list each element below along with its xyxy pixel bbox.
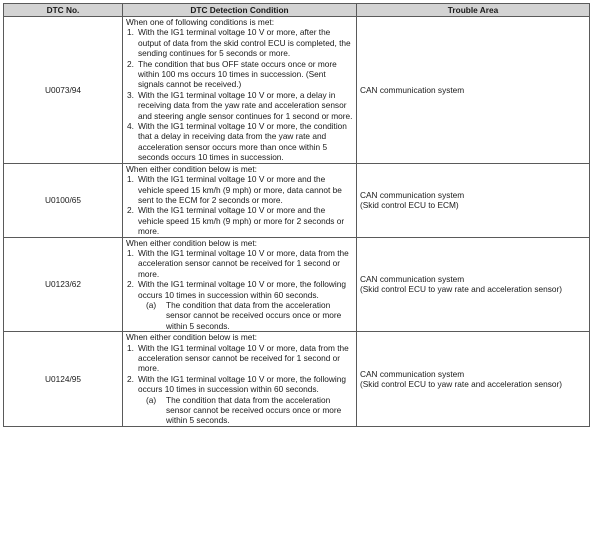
sub-condition-list — [138, 395, 353, 426]
condition-item — [126, 27, 353, 58]
dtc-code-cell: U0100/65 — [4, 163, 123, 237]
condition-item — [126, 374, 353, 426]
dtc-code-cell: U0073/94 — [4, 17, 123, 164]
condition-number: 2. — [127, 373, 134, 384]
condition-text: With the IG1 terminal voltage 10 V or more, after the output of data from the skid control ECU is completed, the sending continues for 5 seconds or more. — [138, 27, 351, 59]
trouble-area-line: CAN communication system — [360, 368, 465, 379]
condition-intro: When either condition below is met: — [126, 237, 257, 248]
condition-number: 1. — [127, 247, 134, 258]
header-dtc-no: DTC No. — [4, 4, 123, 17]
condition-item — [126, 248, 353, 279]
detection-condition-cell — [123, 163, 357, 237]
trouble-area-cell — [357, 17, 590, 164]
trouble-area-cell — [357, 332, 590, 427]
condition-text: With the IG1 terminal voltage 10 V or more, a delay in receiving data from the yaw rate and acceleration sensor and steering angle sensor continues for 1 second or more. — [138, 89, 353, 121]
table-row — [4, 17, 590, 164]
condition-intro: When either condition below is met: — [126, 163, 257, 174]
trouble-area-line: CAN communication system — [360, 84, 465, 95]
trouble-area-line: (Skid control ECU to ECM) — [360, 200, 459, 211]
condition-item — [126, 343, 353, 374]
condition-text: With the IG1 terminal voltage 10 V or more, the following occurs 10 times in succession within 60 seconds. — [138, 373, 346, 395]
condition-number: 2. — [127, 279, 134, 290]
condition-intro: When either condition below is met: — [126, 332, 257, 343]
condition-text: With the IG1 terminal voltage 10 V or more, the condition that a delay in receiving data from the yaw rate and acceleration sensor occurs more than once within 5 seconds occurs 10 times in succession. — [138, 121, 347, 163]
sub-condition-letter: (a) — [146, 299, 157, 310]
sub-condition-item — [138, 395, 353, 426]
header-detection-condition: DTC Detection Condition — [123, 4, 357, 17]
condition-number: 3. — [127, 89, 134, 100]
condition-number: 2. — [127, 205, 134, 216]
header-trouble-area: Trouble Area — [357, 4, 590, 17]
condition-text: With the IG1 terminal voltage 10 V or more, data from the acceleration sensor cannot be received for 1 second or more. — [138, 247, 349, 279]
condition-number: 4. — [127, 121, 134, 132]
condition-text: With the IG1 terminal voltage 10 V or more and the vehicle speed 15 km/h (9 mph) or more, data cannot be sent to the ECM for 2 seconds or more. — [138, 174, 342, 205]
table-row — [4, 237, 590, 332]
condition-intro: When one of following conditions is met: — [126, 17, 275, 27]
dtc-table — [3, 3, 590, 427]
sub-condition-item — [138, 300, 353, 331]
dtc-code-cell: U0124/95 — [4, 332, 123, 427]
table-body — [4, 17, 590, 427]
condition-text: With the IG1 terminal voltage 10 V or more, the following occurs 10 times in succession within 60 seconds. — [138, 279, 346, 300]
condition-text: The condition that bus OFF state occurs once or more within 100 ms occurs 10 times in succession. (Sent signals cannot be received.) — [138, 58, 337, 90]
condition-number: 1. — [127, 174, 134, 185]
trouble-area-cell — [357, 237, 590, 332]
table-row — [4, 163, 590, 237]
trouble-area-line: CAN communication system — [360, 189, 465, 200]
sub-condition-text: The condition that data from the acceleration sensor cannot be received occurs once or more within 5 seconds. — [166, 299, 342, 331]
condition-number: 1. — [127, 27, 134, 38]
condition-item — [126, 59, 353, 90]
sub-condition-text: The condition that data from the acceleration sensor cannot be received occurs once or more within 5 seconds. — [166, 394, 342, 426]
table-header-row — [4, 4, 590, 17]
sub-condition-letter: (a) — [146, 394, 157, 405]
detection-condition-cell — [123, 237, 357, 332]
trouble-area-line: CAN communication system — [360, 273, 465, 284]
condition-item — [126, 205, 353, 236]
condition-text: With the IG1 terminal voltage 10 V or more and the vehicle speed 15 km/h (9 mph) or more for 2 seconds or more. — [138, 205, 345, 237]
condition-item — [126, 174, 353, 205]
condition-list — [126, 343, 353, 426]
detection-condition-cell — [123, 332, 357, 427]
condition-number: 1. — [127, 342, 134, 353]
condition-item — [126, 279, 353, 331]
condition-item — [126, 90, 353, 121]
table-row — [4, 332, 590, 427]
trouble-area-cell — [357, 163, 590, 237]
sub-condition-list — [138, 300, 353, 331]
document-page — [3, 3, 590, 427]
condition-list — [126, 27, 353, 162]
trouble-area-line: (Skid control ECU to yaw rate and acceleration sensor) — [360, 379, 562, 390]
trouble-area-line: (Skid control ECU to yaw rate and acceleration sensor) — [360, 284, 562, 295]
detection-condition-cell — [123, 17, 357, 164]
dtc-code-cell: U0123/62 — [4, 237, 123, 332]
condition-list — [126, 248, 353, 331]
condition-item — [126, 121, 353, 163]
condition-list — [126, 174, 353, 236]
condition-text: With the IG1 terminal voltage 10 V or more, data from the acceleration sensor cannot be received for 1 second or more. — [138, 342, 349, 374]
condition-number: 2. — [127, 58, 134, 69]
